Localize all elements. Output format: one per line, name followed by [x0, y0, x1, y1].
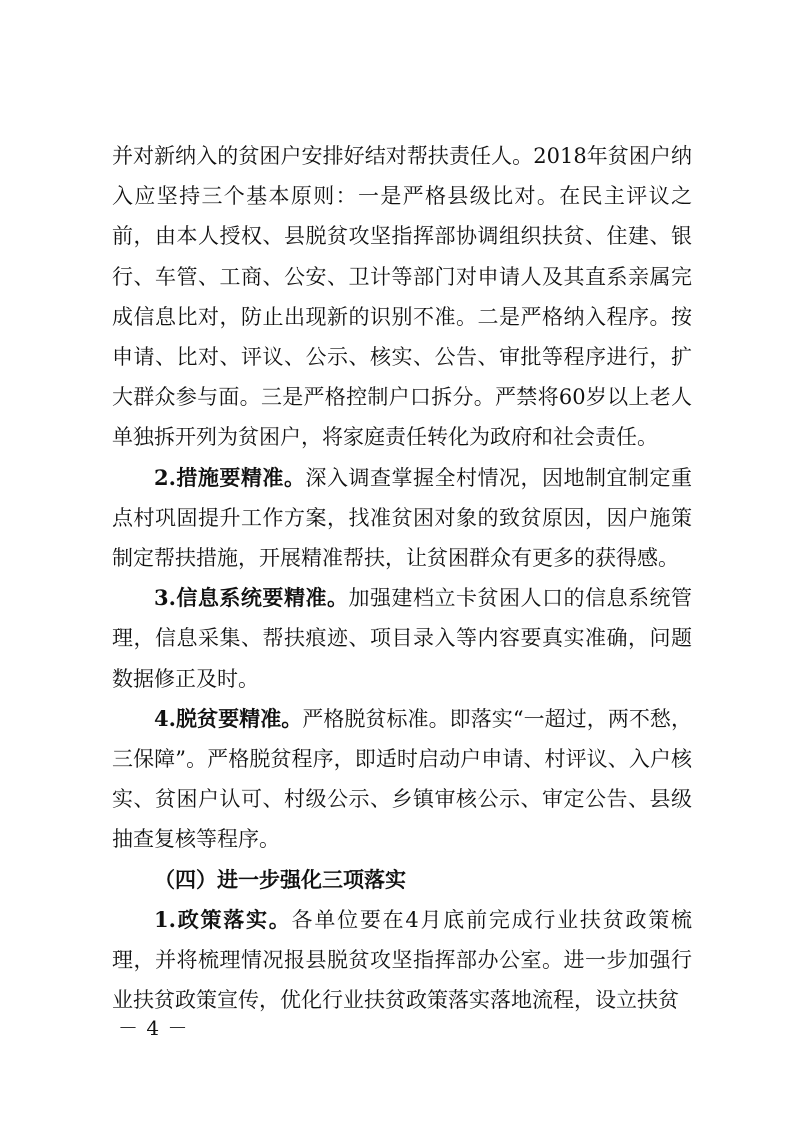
- paragraph-text: 深入调查掌握全村情况，因地制宜制定重点村巩固提升工作方案，找准贫困对象的致贫原因，因户施策制定帮扶措施，开展精准帮扶，让贫困群众有更多的获得感。: [112, 465, 692, 571]
- paragraph-lead: 2.措施要精准。: [154, 464, 306, 490]
- document-body: [112, 136, 692, 1020]
- page-number: － 4 －: [118, 1016, 189, 1040]
- paragraph-policy-implementation: [112, 900, 692, 1021]
- paragraph-info-system-precise: [112, 578, 692, 699]
- paragraph-text: 并对新纳入的贫困户安排好结对帮扶责任人。2018年贫困户纳入应坚持三个基本原则：一是严格县级比对。在民主评议之前，由本人授权、县脱贫攻坚指挥部协调组织扶贫、住建、银行、车管、工商、公安、卫计等部门对申请人及其直系亲属完成信息比对，防止出现新的识别不准。二是严格纳入程序。按申请、比对、评议、公示、核实、公告、审批等程序进行，扩大群众参与面。三是严格控制户口拆分。严禁将60岁以上老人单独拆开列为贫困户，将家庭责任转化为政府和社会责任。: [112, 144, 692, 450]
- paragraph-lead: 3.信息系统要精准。: [154, 585, 349, 611]
- paragraph-poverty-exit-precise: [112, 699, 692, 860]
- paragraph-text: 加强建档立卡贫困人口的信息系统管理，信息采集、帮扶痕迹、项目录入等内容要真实准确，问题数据修正及时。: [112, 586, 692, 691]
- section-heading: （四）进一步强化三项落实: [154, 866, 406, 892]
- paragraph-text: 严格脱贫标准。即落实“一超过，两不愁，三保障”。严格脱贫程序，即适时启动户申请、村评议、入户核实、贫困户认可、村级公示、乡镇审核公示、审定公告、县级抽查复核等程序。: [112, 706, 692, 852]
- paragraph-lead: 1.政策落实。: [154, 906, 292, 932]
- paragraph-enrollment-principles: [112, 136, 692, 458]
- paragraph-measures-precise: [112, 458, 692, 579]
- paragraph-text: 各单位要在4月底前完成行业扶贫政策梳理，并将梳理情况报县脱贫攻坚指挥部办公室。进一步加强行业扶贫政策宣传，优化行业扶贫政策落实落地流程，设立扶贫: [112, 907, 692, 1013]
- paragraph-lead: 4.脱贫要精准。: [154, 705, 303, 731]
